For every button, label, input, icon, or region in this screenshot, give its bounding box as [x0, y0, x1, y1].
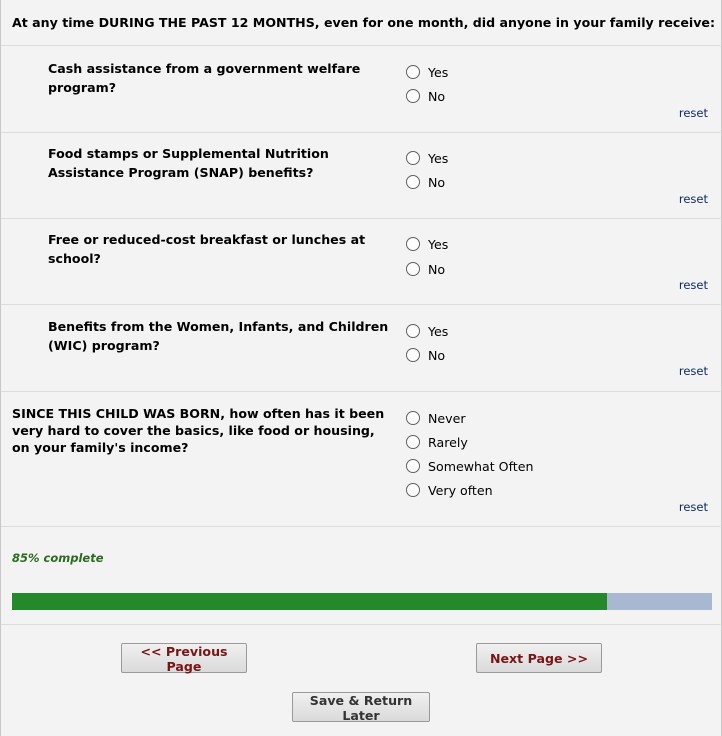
option-label: Yes	[428, 236, 449, 252]
radio-option-somewhat-often[interactable]	[406, 458, 533, 474]
reset-link[interactable]: reset	[678, 192, 708, 206]
radio-button[interactable]	[406, 262, 420, 276]
option-label: Yes	[428, 64, 449, 80]
option-label: No	[428, 174, 446, 190]
radio-option-no[interactable]	[406, 174, 445, 190]
option-label: No	[428, 88, 446, 104]
question-row	[1, 305, 722, 392]
question-text: Food stamps or Supplemental Nutrition Assistance Program (SNAP) benefits?	[48, 146, 329, 180]
radio-option-never[interactable]	[406, 410, 466, 426]
previous-page-button[interactable]: << Previous Page	[121, 643, 247, 673]
section-header	[1, 0, 722, 46]
reset-link[interactable]: reset	[678, 106, 708, 120]
navigation-area	[1, 624, 722, 736]
radio-button[interactable]	[406, 411, 420, 425]
reset-link[interactable]: reset	[678, 364, 708, 378]
option-label: No	[428, 347, 446, 363]
next-page-button[interactable]: Next Page >>	[476, 643, 602, 673]
section-header-text: At any time DURING THE PAST 12 MONTHS, even for one month, did anyone in your family receive:	[12, 15, 715, 30]
radio-button[interactable]	[406, 435, 420, 449]
radio-button[interactable]	[406, 324, 420, 338]
question-row	[1, 219, 722, 305]
question-text: SINCE THIS CHILD WAS BORN, how often has it been very hard to cover the basics, like food or housing, on your family's income?	[12, 406, 385, 455]
reset-link[interactable]: reset	[678, 500, 708, 514]
radio-option-yes[interactable]	[406, 236, 448, 252]
option-label: Never	[428, 410, 466, 426]
option-label: Somewhat Often	[428, 458, 534, 474]
radio-button[interactable]	[406, 459, 420, 473]
radio-option-no[interactable]	[406, 347, 445, 363]
question-text: Cash assistance from a government welfare program?	[48, 61, 361, 95]
radio-button[interactable]	[406, 65, 420, 79]
question-text: Benefits from the Women, Infants, and Children (WIC) program?	[48, 319, 389, 353]
progress-bar	[12, 593, 712, 610]
question-text: Free or reduced-cost breakfast or lunches at school?	[48, 232, 366, 266]
question-row	[1, 46, 722, 133]
radio-option-yes[interactable]	[406, 150, 448, 166]
progress-label: 85% complete	[12, 551, 104, 565]
radio-button[interactable]	[406, 483, 420, 497]
option-label: No	[428, 261, 446, 277]
radio-option-rarely[interactable]	[406, 434, 468, 450]
reset-link[interactable]: reset	[678, 278, 708, 292]
radio-button[interactable]	[406, 89, 420, 103]
save-and-return-later-button[interactable]: Save & Return Later	[292, 692, 430, 722]
radio-option-yes[interactable]	[406, 64, 448, 80]
radio-button[interactable]	[406, 151, 420, 165]
radio-button[interactable]	[406, 175, 420, 189]
option-label: Rarely	[428, 434, 468, 450]
radio-button[interactable]	[406, 237, 420, 251]
radio-button[interactable]	[406, 348, 420, 362]
option-label: Yes	[428, 323, 449, 339]
progress-bar-fill	[12, 593, 607, 610]
question-row	[1, 392, 722, 527]
radio-option-very-often[interactable]	[406, 482, 493, 498]
option-label: Yes	[428, 150, 449, 166]
radio-option-yes[interactable]	[406, 323, 448, 339]
question-row	[1, 133, 722, 219]
radio-option-no[interactable]	[406, 261, 445, 277]
option-label: Very often	[428, 482, 493, 498]
radio-option-no[interactable]	[406, 88, 445, 104]
